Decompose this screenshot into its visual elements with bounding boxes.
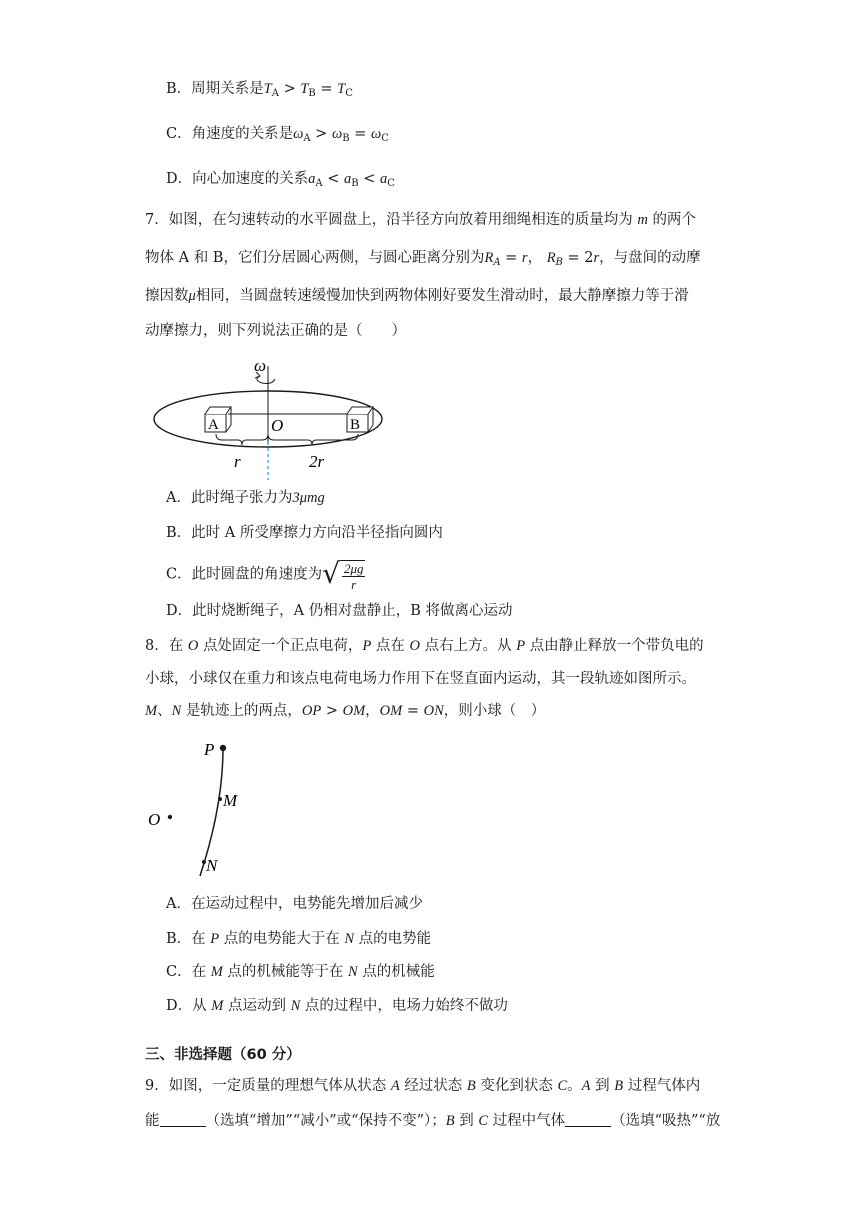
svg-text:M: M <box>223 791 238 810</box>
rotation-arrow-icon <box>257 376 275 384</box>
block-a <box>205 407 231 433</box>
center-o-label: O <box>271 416 284 435</box>
svg-text:P: P <box>204 740 215 759</box>
distance-r-label: r <box>234 452 241 471</box>
q7-line-2: 物体 A 和 B，它们分居圆心两侧，与圆心距离分别为$R_A = r$， $R_B = 2r$，与盘间的动摩 <box>145 250 701 268</box>
option-d-acceleration: D．向心加速度的关系$a_A < a_B < a_C$ <box>166 171 395 189</box>
q7-line-1: 7．如图，在匀速转动的水平圆盘上，沿半径方向放着用细绳相连的质量均为 m 的两个 <box>145 212 696 228</box>
trajectory-figure <box>140 736 260 886</box>
svg-text:N: N <box>206 856 218 875</box>
svg-text:B: B <box>350 417 361 433</box>
option-b-period: B．周期关系是$T_A > T_B = T_C$ <box>166 81 353 99</box>
q7-line-4: 动摩擦力，则下列说法正确的是（ ） <box>145 323 406 339</box>
q9-line-2: 能 （选填“增加”“减小”或“保持不变”）；B 到 C 过程中气体 （选填“吸热”“放 <box>145 1113 721 1129</box>
brace-r <box>216 434 268 445</box>
q8-line-1: 8．在 O 点处固定一个正点电荷，P 点在 O 点右上方。从 P 点由静止释放一个带负电的 <box>145 638 704 654</box>
q9-line-1: 9．如图，一定质量的理想气体从状态 A 经过状态 B 变化到状态 C。A 到 B 过程气体内 <box>145 1078 701 1094</box>
q7-line-3: 擦因数μ相同，当圆盘转速缓慢加快到两物体刚好要发生滑动时，最大静摩擦力等于滑 <box>145 288 689 304</box>
q8-option-d: D．从 M 点运动到 N 点的过程中，电场力始终不做功 <box>166 998 508 1014</box>
block-b <box>347 407 373 433</box>
q8-line-2: 小球，小球仅在重力和该点电荷电场力作用下在竖直面内运动，其一段轨迹如图所示。 <box>145 671 696 687</box>
q8-line-3: M、N 是轨迹上的两点，OP > OM，OM = ON，则小球（ ） <box>145 703 546 719</box>
answer-blank-1[interactable] <box>160 1112 206 1127</box>
answer-blank-2[interactable] <box>565 1112 611 1127</box>
option-c-angular-velocity: C．角速度的关系是$\omega_A > \omega_B = \omega_C$ <box>166 126 389 144</box>
q8-option-c: C．在 M 点的机械能等于在 N 点的机械能 <box>166 964 435 980</box>
q7-option-b: B．此时 A 所受摩擦力方向沿半径指向圆内 <box>166 525 443 541</box>
point-m <box>218 797 222 801</box>
svg-text:O: O <box>148 810 161 829</box>
q8-option-a: A．在运动过程中，电势能先增加后减少 <box>166 896 423 912</box>
section-title: 三、非选择题（60 分） <box>145 1047 301 1063</box>
point-p <box>220 745 226 751</box>
distance-2r-label: 2r <box>309 452 325 471</box>
brace-2r <box>268 434 358 445</box>
svg-text:A: A <box>208 417 219 433</box>
q7-option-a: A．此时绳子张力为3μmg <box>166 490 325 506</box>
point-o <box>168 815 172 819</box>
q7-option-d: D．此时烧断绳子，A 仍相对盘静止，B 将做离心运动 <box>166 603 513 619</box>
q7-option-c: C．此时圆盘的角速度为 √ $\frac{2\mu g}{r}$ <box>166 557 364 592</box>
omega-label: ω <box>254 356 267 375</box>
rotating-disk-figure <box>150 352 390 482</box>
q8-option-b: B．在 P 点的电势能大于在 N 点的电势能 <box>166 931 432 947</box>
